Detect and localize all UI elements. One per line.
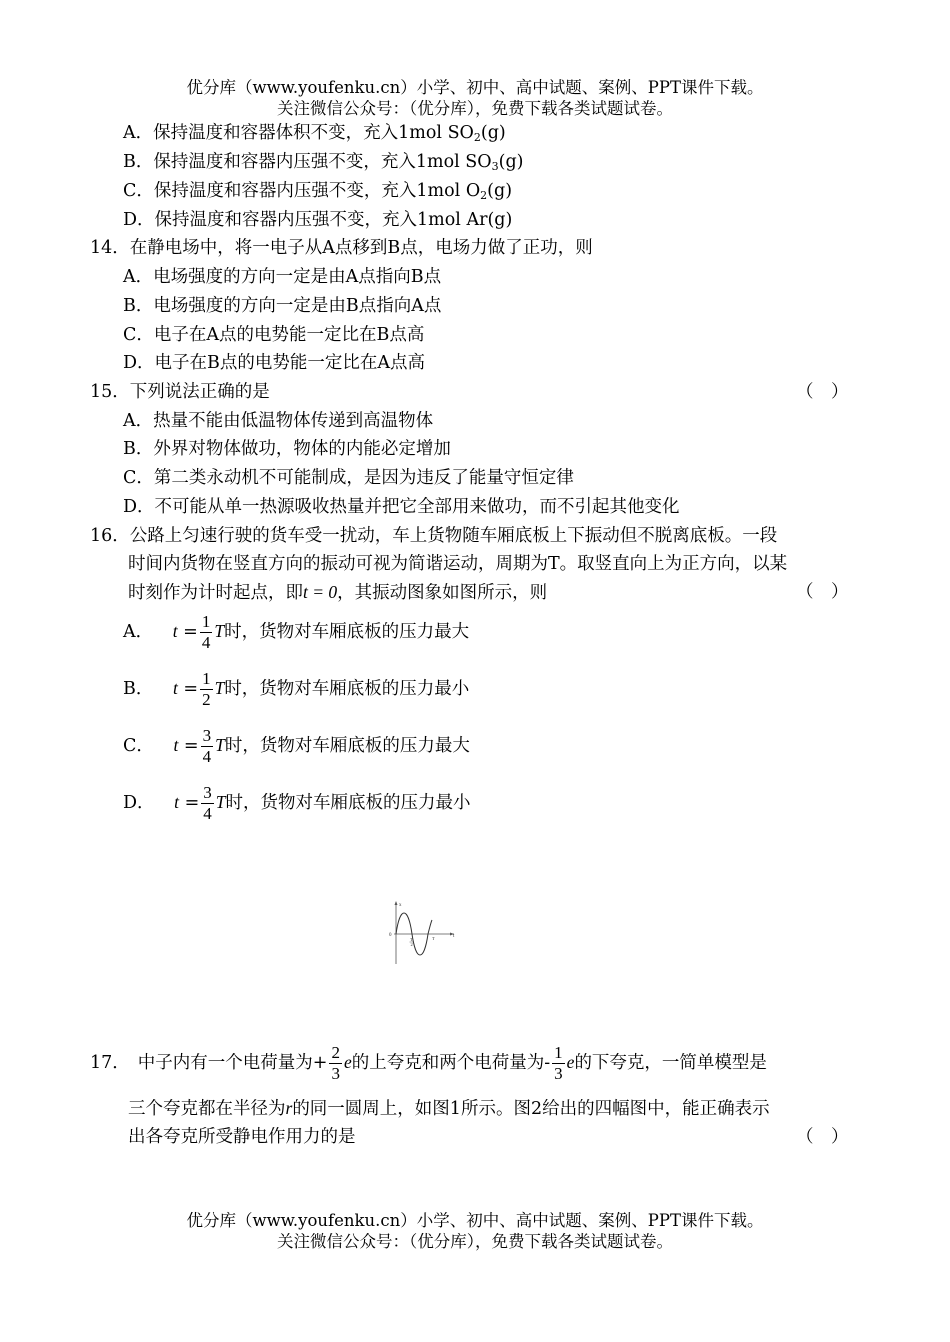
q15-answer-paren: （ ） — [796, 382, 849, 402]
q16-option-c: C． t = $\frac{3}{4}$ T时，货物对车厢底板的压力最大 — [123, 726, 470, 766]
q17-answer-paren: （ ） — [796, 1127, 849, 1147]
q16-stem-line-3: 时刻作为计时起点，即t = 0，其振动图象如图所示，则 — [128, 582, 548, 603]
footer-line-1: 优分库（www.youfenku.cn）小学、初中、高中试题、案例、PPT课件下载。 — [186, 1211, 764, 1230]
q16-option-a: A． t = $\frac{1}{4}$ T时，货物对车厢底板的压力最大 — [123, 612, 470, 652]
footer-line-2: 关注微信公众号：（优分库），免费下载各类试题试卷。 — [277, 1232, 673, 1251]
q16-stem-line-1: 16．公路上匀速行驶的货车受一扰动，车上货物随车厢底板上下振动但不脱离底板。一段 — [90, 526, 778, 546]
origin-label: 0 — [389, 933, 392, 938]
header-line-1: 优分库（www.youfenku.cn）小学、初中、高中试题、案例、PPT课件下载。 — [186, 78, 764, 97]
y-axis-arrow — [395, 901, 398, 905]
q13-option-c: C．保持温度和容器内压强不变，充入1mol $O_2(g)$ — [123, 181, 513, 202]
vibration-graph — [386, 898, 460, 966]
q16-stem-line-2: 时间内货物在竖直方向的振动可视为简谐运动，周期为T。取竖直向上为正方向，以某 — [128, 554, 788, 574]
q16-option-d: D． t = $\frac{3}{4}$ T时，货物对车厢底板的压力最小 — [123, 783, 471, 823]
full-period-label: T — [432, 936, 435, 941]
q17-stem-line-2: 三个夸克都在半径为r的同一圆周上，如图1所示。图2给出的四幅图中，能正确表示 — [128, 1098, 770, 1119]
q13-option-b: B．保持温度和容器内压强不变，充入1mol $SO_3(g)$ — [123, 152, 524, 173]
q14-option-c: C．电子在A点的电势能一定比在B点高 — [123, 325, 425, 345]
q15-stem: 15．下列说法正确的是 — [90, 382, 270, 402]
fraction: $\frac{1}{2}$ — [202, 669, 211, 709]
fraction: $\frac{1}{4}$ — [201, 612, 211, 652]
y-axis-label: x — [399, 903, 402, 908]
q17-stem-line-3: 出各夸克所受静电作用力的是 — [128, 1127, 356, 1147]
q14-option-b: B．电场强度的方向一定是由B点指向A点 — [123, 296, 442, 316]
q15-option-a: A．热量不能由低温物体传递到高温物体 — [123, 411, 434, 431]
fraction-two-thirds: $\frac{2}{3}$ — [331, 1043, 340, 1083]
q15-option-c: C．第二类永动机不可能制成，是因为违反了能量守恒定律 — [123, 468, 574, 488]
q15-option-d: D．不可能从单一热源吸收热量并把它全部用来做功，而不引起其他变化 — [123, 497, 680, 517]
q14-option-d: D．电子在B点的电势能一定比在A点高 — [123, 353, 426, 373]
q15-option-b: B．外界对物体做功，物体的内能必定增加 — [123, 439, 451, 459]
q14-option-a: A．电场强度的方向一定是由A点指向B点 — [123, 267, 442, 287]
q16-answer-paren: （ ） — [796, 582, 849, 602]
half-period-den: 2 — [410, 942, 413, 947]
fraction: $\frac{3}{4}$ — [202, 726, 212, 766]
q16-option-b: B． t = $\frac{1}{2}$ T时，货物对车厢底板的压力最小 — [123, 669, 470, 709]
half-period-label: T — [410, 937, 413, 942]
q17-stem-line-1: 17． 中子内有一个电荷量为+ $\frac{2}{3}$ e的上夸克和两个电荷量为- $\frac{1}{3}$ e的下夸克，一简单模型是 — [90, 1043, 767, 1083]
x-axis-label: t — [453, 934, 455, 939]
fraction: $\frac{3}{4}$ — [203, 783, 212, 823]
q13-option-d: D．保持温度和容器内压强不变，充入1mol Ar(g) — [123, 210, 513, 230]
header-line-2: 关注微信公众号：（优分库），免费下载各类试题试卷。 — [277, 99, 673, 118]
q14-stem: 14．在静电场中，将一电子从A点移到B点，电场力做了正功，则 — [90, 238, 593, 258]
fraction-one-third: $\frac{1}{3}$ — [554, 1043, 563, 1083]
q13-option-a: A．保持温度和容器体积不变，充入1mol $SO_2(g)$ — [123, 123, 506, 144]
